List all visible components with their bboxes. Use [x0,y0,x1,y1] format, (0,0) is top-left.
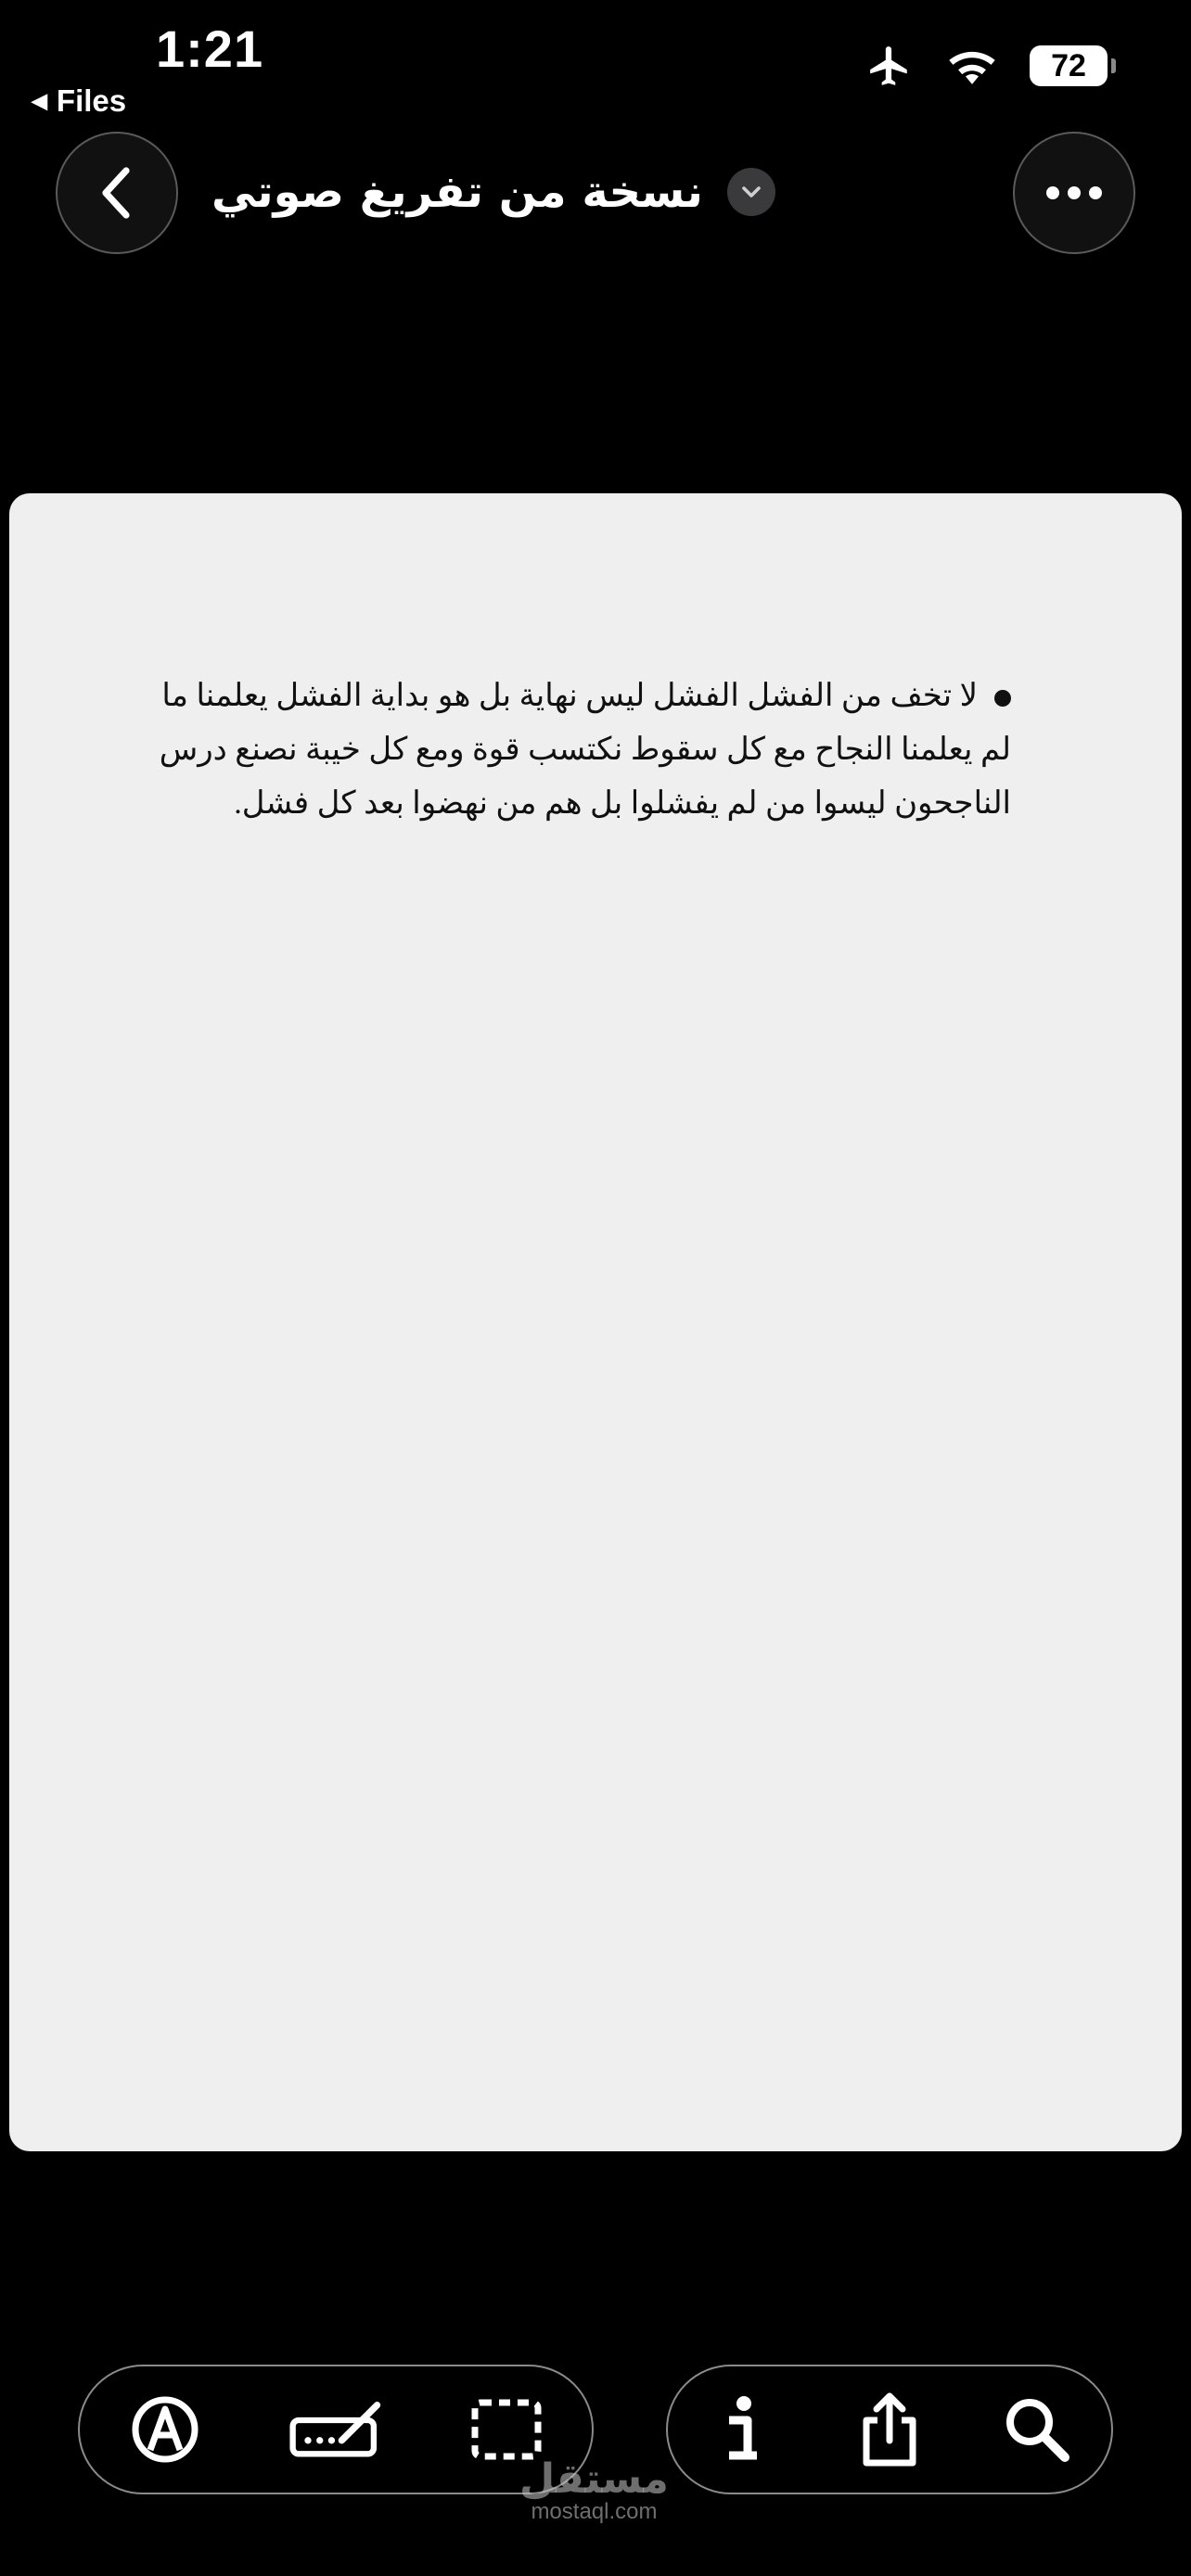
document-page [9,493,1182,2151]
wifi-icon [946,45,998,86]
watermark-arabic: مستقل [519,2455,669,2503]
document-title: نسخة من تفريغ صوتي [211,166,703,218]
battery-indicator [1030,45,1108,86]
status-icons [864,43,1108,89]
watermark-latin: mostaql.com [531,2499,658,2524]
search-button[interactable] [991,2383,1083,2476]
info-icon [722,2394,762,2465]
markup-icon [130,2394,200,2465]
share-button[interactable] [843,2383,936,2476]
battery-level: 72 [1051,47,1086,83]
title-dropdown[interactable] [727,168,775,216]
markup-button[interactable] [119,2383,211,2476]
back-button[interactable] [56,132,178,254]
chevron-left-icon [95,165,139,221]
chevron-down-icon [739,184,763,200]
watermark [519,2455,669,2525]
bullet-point [994,690,1011,707]
document-paragraph [158,670,1011,831]
search-icon [1004,2396,1070,2463]
status-time: 1:21 [156,19,264,78]
toolbar-right-group [666,2365,1113,2494]
back-triangle-icon: ◀ [32,89,47,112]
airplane-icon [864,43,915,89]
back-app-label: Files [56,83,127,118]
info-button[interactable] [696,2383,788,2476]
document-title-menu[interactable] [211,159,775,224]
share-icon [859,2391,920,2468]
toolbar-left-group [78,2365,594,2494]
more-button[interactable] [1013,132,1135,254]
select-icon [469,2397,544,2462]
ellipsis-icon [1042,184,1107,202]
back-to-files[interactable] [32,83,126,119]
handwriting-icon [289,2397,382,2462]
handwriting-button[interactable] [289,2383,382,2476]
paragraph-text: لا تخف من الفشل الفشل ليس نهاية بل هو بداية الفشل يعلمنا ما لم يعلمنا النجاح مع كل سقوط نكتسب قوة ومع كل خيبة نصنع درس الناجحون ليسوا من لم يفشلوا بل هم من نهضوا بعد كل فشل. [159,679,1011,821]
